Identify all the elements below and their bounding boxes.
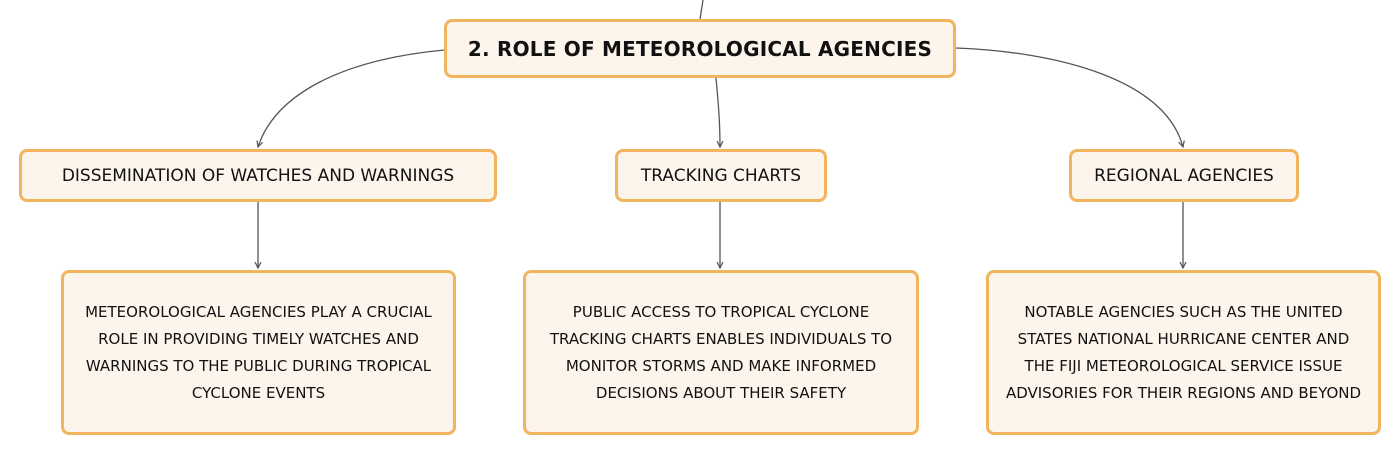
topic-node-regional-agencies[interactable]: [1069, 149, 1299, 202]
connector-root-to-dissemination: [258, 50, 444, 147]
detail-text-tracking-charts: PUBLIC ACCESS TO TROPICAL CYCLONE TRACKING CHARTS ENABLES INDIVIDUALS TO MONITOR STORMS AND MAKE INFORMED DECISIONS ABOUT THEIR SAFETY: [549, 302, 893, 402]
detail-node-regional-agencies[interactable]: [986, 270, 1381, 435]
topic-node-tracking-charts[interactable]: [615, 149, 827, 202]
detail-node-tracking-charts[interactable]: [523, 270, 919, 435]
topic-label-dissemination: DISSEMINATION OF WATCHES AND WARNINGS: [61, 165, 455, 186]
detail-text-regional-agencies: NOTABLE AGENCIES SUCH AS THE UNITED STATES NATIONAL HURRICANE CENTER AND THE FIJI METEOROLOGICAL SERVICE ISSUE ADVISORIES FOR THEIR REGIONS AND BEYOND: [1005, 302, 1362, 402]
root-topic-label: 2. ROLE OF METEOROLOGICAL AGENCIES: [467, 36, 933, 61]
connector-root-to-regional: [956, 48, 1183, 147]
connector-root-to-tracking: [716, 78, 720, 147]
root-topic-node[interactable]: [444, 19, 956, 78]
topic-label-tracking-charts: TRACKING CHARTS: [640, 165, 802, 186]
incoming-connector: [700, 0, 703, 19]
topic-node-dissemination[interactable]: [19, 149, 497, 202]
detail-text-dissemination: METEOROLOGICAL AGENCIES PLAY A CRUCIAL ROLE IN PROVIDING TIMELY WATCHES AND WARNINGS TO THE PUBLIC DURING TROPICAL CYCLONE EVENTS: [85, 302, 432, 402]
detail-node-dissemination[interactable]: [61, 270, 456, 435]
topic-label-regional-agencies: REGIONAL AGENCIES: [1094, 165, 1274, 186]
